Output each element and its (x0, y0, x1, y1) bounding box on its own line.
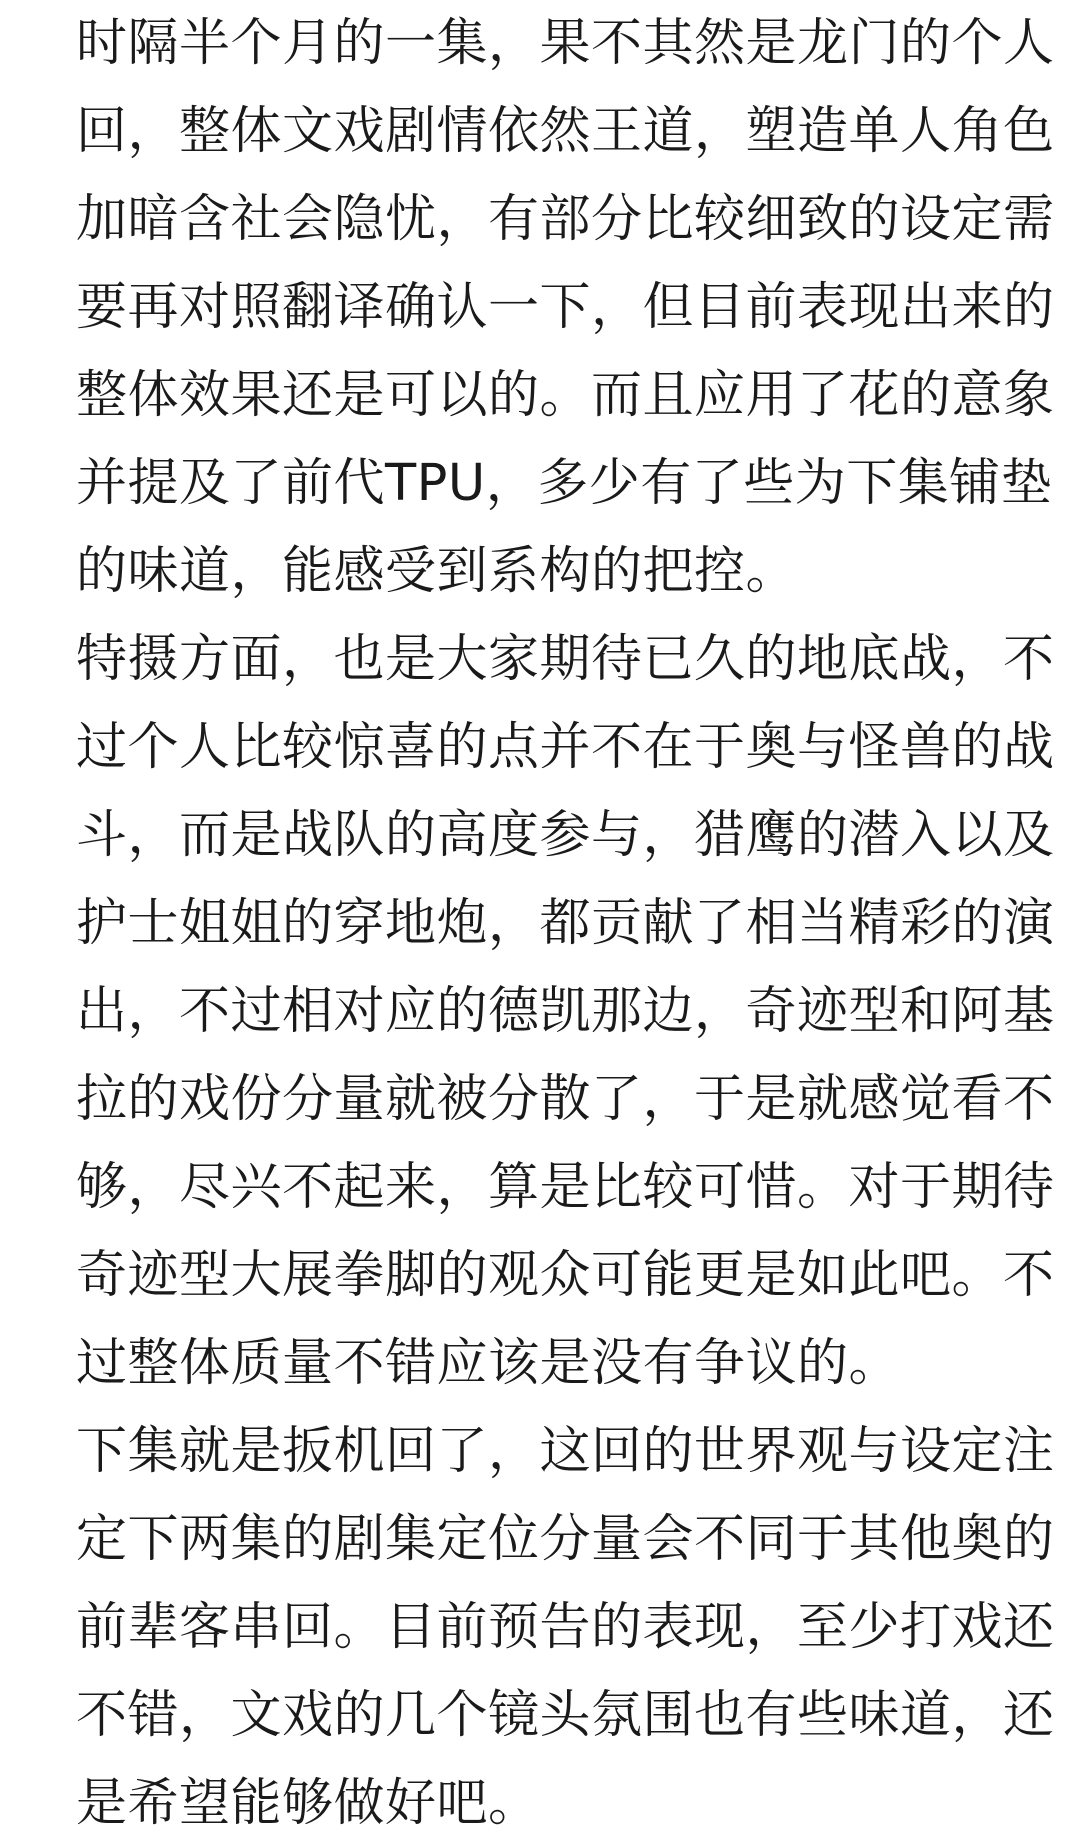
text-line: 是希望能够做好吧。 (76, 1774, 540, 1833)
text-line: 过整体质量不错应该是没有争议的。 (76, 1334, 901, 1393)
text-line: 够，尽兴不起来，算是比较可惜。对于期待 (76, 1158, 1055, 1217)
paragraph-1 (76, 0, 1055, 616)
paragraph-2 (76, 616, 1055, 1408)
text-line: 整体效果还是可以的。而且应用了花的意象 (76, 366, 1055, 425)
text-line: 前辈客串回。目前预告的表现，至少打戏还 (76, 1598, 1055, 1657)
text-line: 下集就是扳机回了，这回的世界观与设定注 (76, 1422, 1055, 1481)
text-line: 过个人比较惊喜的点并不在于奥与怪兽的战 (76, 718, 1055, 777)
text-line: 出，不过相对应的德凯那边，奇迹型和阿基 (76, 982, 1055, 1041)
text-line: 要再对照翻译确认一下，但目前表现出来的 (76, 278, 1055, 337)
text-line: 并提及了前代TPU，多少有了些为下集铺垫 (76, 454, 1053, 513)
text-line: 的味道，能感受到系构的把控。 (76, 542, 798, 601)
text-line: 回，整体文戏剧情依然王道，塑造单人角色 (76, 102, 1055, 161)
article-body (76, 0, 1055, 1848)
text-line: 拉的戏份分量就被分散了，于是就感觉看不 (76, 1070, 1055, 1129)
text-line: 特摄方面，也是大家期待已久的地底战，不 (76, 630, 1055, 689)
text-line: 斗，而是战队的高度参与，猎鹰的潜入以及 (76, 806, 1055, 865)
text-line: 时隔半个月的一集，果不其然是龙门的个人 (76, 14, 1055, 73)
text-line: 不错，文戏的几个镜头氛围也有些味道，还 (76, 1686, 1055, 1745)
text-line: 定下两集的剧集定位分量会不同于其他奥的 (76, 1510, 1055, 1569)
paragraph-3 (76, 1408, 1055, 1848)
text-line: 护士姐姐的穿地炮，都贡献了相当精彩的演 (76, 894, 1055, 953)
text-line: 奇迹型大展拳脚的观众可能更是如此吧。不 (76, 1246, 1055, 1305)
text-line: 加暗含社会隐忧，有部分比较细致的设定需 (76, 190, 1055, 249)
